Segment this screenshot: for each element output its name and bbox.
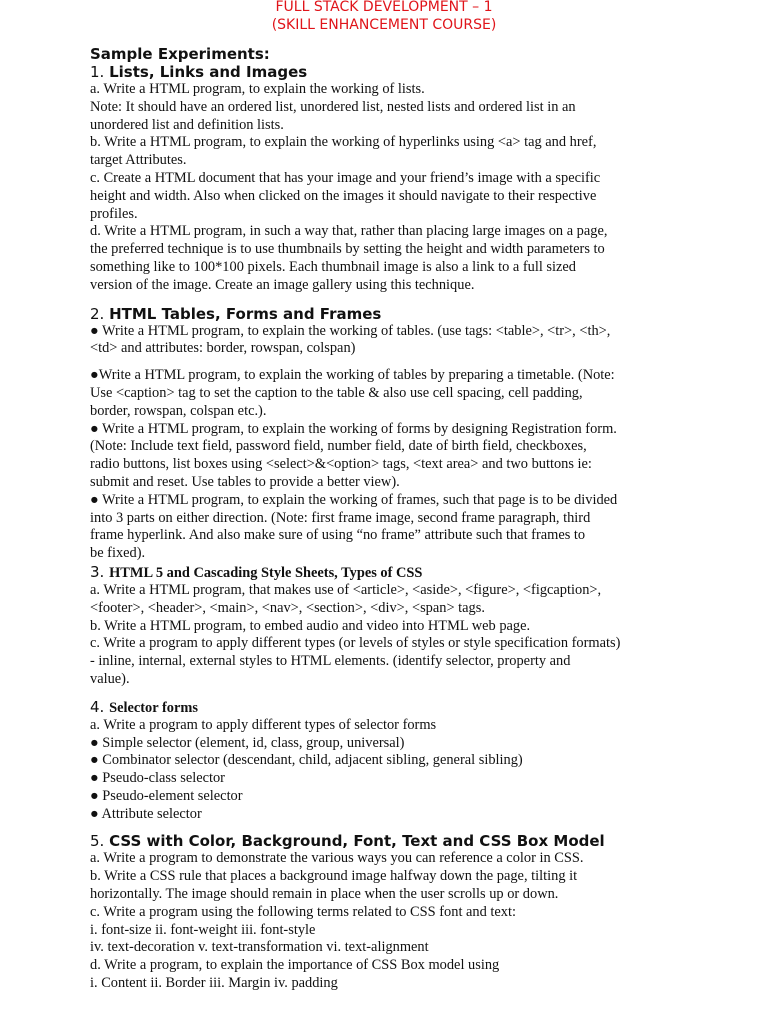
section-heading (90, 563, 660, 582)
paragraph: d. Write a program, to explain the importance of CSS Box model using (90, 957, 500, 974)
header-title: FULL STACK DEVELOPMENT – 1 (275, 0, 493, 15)
bullet-item: ● Pseudo-element selector (90, 787, 243, 804)
section-number: 4. (90, 697, 105, 716)
section-number: 3. (90, 562, 105, 581)
paragraph: b. Write a HTML program, to explain the working of hyperlinks using <a> tag and href, target Attributes. (90, 134, 597, 169)
paragraph: ● Write a HTML program, to explain the working of forms by designing Registration form. (Note: Include text field, password field, number field, date of birth field, checkboxes, radio buttons, list boxes using <select>&<option> tags, <text area> and two buttons ie: submit and reset. Use tables to provide a better view). (90, 420, 617, 490)
section-title: CSS with Color, Background, Font, Text and CSS Box Model (109, 832, 605, 851)
spacer (90, 689, 660, 698)
section-heading (90, 305, 660, 323)
spacer (90, 823, 660, 832)
spacer (90, 358, 660, 367)
paragraph: Note: It should have an ordered list, unordered list, nested lists and ordered list in an unordered list and definition lists. (90, 98, 576, 133)
section-title: Lists, Links and Images (109, 63, 308, 81)
document-header (0, 0, 768, 34)
paragraph: i. font-size ii. font-weight iii. font-style (90, 921, 316, 938)
paragraph: b. Write a HTML program, to embed audio and video into HTML web page. (90, 617, 531, 634)
paragraph: a. Write a HTML program, that makes use of <article>, <aside>, <figure>, <figcaption>, <footer>, <header>, <main>, <nav>, <section>, <div>, <span> tags. (90, 581, 602, 616)
document-body (90, 45, 660, 993)
section-title: Selector forms (109, 699, 198, 716)
bullet-item: ● Combinator selector (descendant, child, adjacent sibling, general sibling) (90, 752, 523, 769)
section-heading (90, 63, 660, 81)
paragraph: a. Write a program to apply different types of selector forms (90, 716, 437, 733)
paragraph: d. Write a HTML program, in such a way that, rather than placing large images on a page, the preferred technique is to use thumbnails by setting the height and width parameters to something like to 100*100 pixels. Each thumbnail image is also a link to a full sized version of the image. Create an image gallery using this technique. (90, 223, 608, 293)
paragraph: iv. text-decoration v. text-transformation vi. text-alignment (90, 939, 429, 956)
section-title: HTML Tables, Forms and Frames (109, 304, 382, 323)
header-subtitle: (SKILL ENHANCEMENT COURSE) (271, 17, 497, 33)
section-heading (90, 832, 660, 850)
paragraph: ● Write a HTML program, to explain the working of tables. (use tags: <table>, <tr>, <th>, <td> and attributes: border, rowspan, colspan) (90, 322, 611, 357)
paragraph: c. Write a program to apply different types (or levels of styles or style specification formats) - inline, internal, external styles to HTML elements. (identify selector, property and value). (90, 635, 621, 687)
bullet-item: ● Pseudo-class selector (90, 770, 225, 787)
sample-experiments-heading: Sample Experiments: (90, 45, 270, 63)
paragraph: ● Write a HTML program, to explain the working of frames, such that page is to be divided into 3 parts on either direction. (Note: first frame image, second frame paragraph, third frame hyperlink. And also make sure of using “no frame” attribute such that frames to be fixed). (90, 491, 618, 562)
paragraph: ●Write a HTML program, to explain the working of tables by preparing a timetable. (Note: Use <caption> tag to set the caption to the table & also use cell spacing, cell padding, border, rowspan, colspan etc.). (90, 367, 615, 419)
paragraph: i. Content ii. Border iii. Margin iv. padding (90, 975, 338, 992)
paragraph: c. Create a HTML document that has your image and your friend’s image with a specific height and width. Also when clicked on the images it should navigate to their respective profiles. (90, 169, 601, 222)
section-number: 5. (90, 832, 105, 851)
section-number: 2. (90, 304, 105, 323)
section-number: 1. (90, 63, 105, 81)
section-title: HTML 5 and Cascading Style Sheets, Types of CSS (109, 564, 423, 581)
paragraph: b. Write a CSS rule that places a background image halfway down the page, tilting it horizontally. The image should remain in place when the user scrolls up or down. (90, 868, 578, 903)
paragraph: a. Write a HTML program, to explain the working of lists. (90, 81, 425, 97)
bullet-item: ● Attribute selector (90, 805, 202, 822)
paragraph: a. Write a program to demonstrate the various ways you can reference a color in CSS. (90, 850, 584, 867)
paragraph: c. Write a program using the following terms related to CSS font and text: (90, 903, 516, 920)
bullet-item: ● Simple selector (element, id, class, group, universal) (90, 734, 405, 751)
section-heading (90, 698, 660, 717)
spacer (90, 295, 660, 305)
